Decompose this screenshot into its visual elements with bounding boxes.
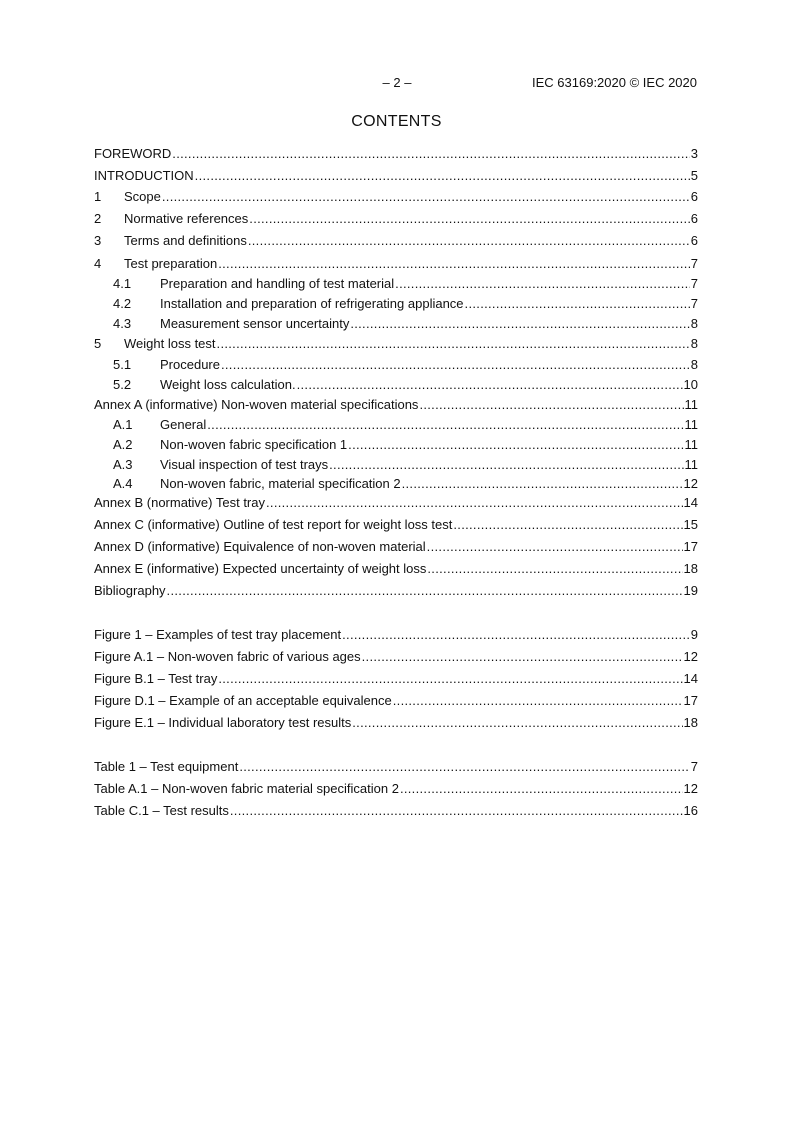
toc-entry-annex-a[interactable] [94, 397, 698, 413]
toc-entry-title: Table C.1 – Test results [94, 803, 229, 818]
toc-page-number: 11 [684, 437, 698, 452]
dot-leader [362, 649, 683, 665]
toc-entry-number: A.2 [113, 437, 133, 452]
toc-entry-title: Terms and definitions [124, 233, 247, 248]
dot-leader [297, 377, 683, 393]
toc-page-number: 5 [690, 168, 698, 183]
dot-leader [266, 495, 683, 511]
dot-leader [167, 583, 683, 599]
toc-page-number: 3 [690, 146, 698, 161]
toc-page-number: 14 [683, 671, 698, 686]
toc-entry-title: Non-woven fabric, material specification 2 [160, 476, 401, 491]
toc-page-number: 6 [690, 233, 698, 248]
toc-table-1[interactable] [94, 759, 698, 775]
toc-entry-annex-e[interactable] [94, 561, 698, 577]
toc-entry-title: FOREWORD [94, 146, 172, 161]
dot-leader [453, 517, 682, 533]
toc-entry-title: Figure B.1 – Test tray [94, 671, 218, 686]
toc-entry-bibliography[interactable] [94, 583, 698, 599]
toc-page-number: 18 [683, 561, 698, 576]
toc-page-number: 7 [690, 296, 698, 311]
toc-entry-number: 1 [94, 189, 102, 204]
toc-entry-title: Figure E.1 – Individual laboratory test results [94, 715, 352, 730]
toc-entry-number: A.1 [113, 417, 133, 432]
dot-leader [248, 233, 690, 249]
toc-entry-introduction[interactable] [94, 168, 698, 184]
toc-figure-e-1[interactable] [94, 715, 698, 731]
toc-entry-annex-d[interactable] [94, 539, 698, 555]
toc-page-number: 8 [690, 357, 698, 372]
toc-page-number: 7 [690, 256, 698, 271]
toc-page-number: 15 [683, 517, 698, 532]
toc-entry-4-3[interactable] [113, 316, 698, 332]
toc-entry-4-2[interactable] [113, 296, 698, 312]
toc-entry-title: Table A.1 – Non-woven fabric material specification 2 [94, 781, 399, 796]
toc-entry-number: 2 [94, 211, 102, 226]
toc-table-c-1[interactable] [94, 803, 698, 819]
dot-leader [218, 256, 690, 272]
toc-entry-number: 4.1 [113, 276, 132, 291]
toc-entry-annex-c[interactable] [94, 517, 698, 533]
toc-figure-a-1[interactable] [94, 649, 698, 665]
dot-leader [352, 715, 682, 731]
toc-entry-number: A.3 [113, 457, 133, 472]
toc-entry-title: Bibliography [94, 583, 166, 598]
toc-entry-title: Procedure [160, 357, 220, 372]
toc-page-number: 17 [683, 693, 698, 708]
toc-page-number: 18 [683, 715, 698, 730]
dot-leader [348, 437, 683, 453]
dot-leader [162, 189, 690, 205]
toc-entry-3[interactable] [94, 233, 698, 249]
toc-entry-4-1[interactable] [113, 276, 698, 292]
toc-page-number: 8 [690, 316, 698, 331]
toc-entry-2[interactable] [94, 211, 698, 227]
toc-entry-title: Annex B (normative) Test tray [94, 495, 265, 510]
toc-page-number: 9 [690, 627, 698, 642]
toc-page-number: 14 [683, 495, 698, 510]
toc-page-number: 19 [683, 583, 698, 598]
toc-page-number: 7 [690, 759, 698, 774]
dot-leader [239, 759, 689, 775]
toc-entry-title: Weight loss calculation. [160, 377, 296, 392]
page-title: CONTENTS [351, 113, 442, 130]
toc-entry-4[interactable] [94, 256, 698, 272]
page-number: – 2 – [382, 75, 412, 90]
toc-table-a-1[interactable] [94, 781, 698, 797]
dot-leader [217, 336, 690, 352]
toc-page-number: 17 [683, 539, 698, 554]
toc-entry-title: Installation and preparation of refrigerating appliance [160, 296, 464, 311]
toc-entry-1[interactable] [94, 189, 698, 205]
toc-entry-title: Annex A (informative) Non-woven material specifications [94, 397, 419, 412]
toc-entry-a-2[interactable] [113, 437, 698, 453]
toc-entry-a-1[interactable] [113, 417, 698, 433]
toc-page-number: 12 [683, 649, 698, 664]
dot-leader [402, 476, 683, 492]
toc-page-number: 10 [683, 377, 698, 392]
dot-leader [393, 693, 683, 709]
toc-entry-a-3[interactable] [113, 457, 698, 473]
dot-leader [427, 539, 683, 555]
dot-leader [419, 397, 683, 413]
toc-entry-title: Measurement sensor uncertainty [160, 316, 350, 331]
toc-entry-foreword[interactable] [94, 146, 698, 162]
toc-entry-title: Weight loss test [124, 336, 216, 351]
toc-page-number: 16 [683, 803, 698, 818]
standard-reference: IEC 63169:2020 © IEC 2020 [532, 75, 697, 90]
toc-entry-title: Table 1 – Test equipment [94, 759, 239, 774]
toc-entry-title: Normative references [124, 211, 249, 226]
toc-entry-title: Annex C (informative) Outline of test report for weight loss test [94, 517, 453, 532]
toc-entry-number: A.4 [113, 476, 133, 491]
toc-page-number: 11 [684, 397, 698, 412]
toc-entry-number: 4.2 [113, 296, 132, 311]
dot-leader [218, 671, 682, 687]
toc-entry-5-1[interactable] [113, 357, 698, 373]
dot-leader [465, 296, 690, 312]
toc-entry-title: Figure D.1 – Example of an acceptable equivalence [94, 693, 392, 708]
toc-entry-title: Non-woven fabric specification 1 [160, 437, 348, 452]
toc-entry-annex-b[interactable] [94, 495, 698, 511]
toc-entry-5[interactable] [94, 336, 698, 352]
toc-entry-title: Scope [124, 189, 161, 204]
dot-leader [342, 627, 690, 643]
dot-leader [195, 168, 690, 184]
dot-leader [400, 781, 683, 797]
dot-leader [172, 146, 689, 162]
toc-entry-title: Annex D (informative) Equivalence of non-woven material [94, 539, 426, 554]
toc-entry-a-4[interactable] [113, 476, 698, 492]
toc-entry-number: 4.3 [113, 316, 132, 331]
toc-page-number: 12 [683, 476, 698, 491]
dot-leader [395, 276, 690, 292]
toc-entry-number: 4 [94, 256, 102, 271]
toc-entry-title: Figure A.1 – Non-woven fabric of various ages [94, 649, 361, 664]
toc-figure-d-1[interactable] [94, 693, 698, 709]
toc-entry-title: Annex E (informative) Expected uncertainty of weight loss [94, 561, 427, 576]
toc-figure-b-1[interactable] [94, 671, 698, 687]
toc-entry-title: Visual inspection of test trays [160, 457, 329, 472]
page-header [0, 75, 793, 93]
toc-entry-number: 5.2 [113, 377, 132, 392]
toc-page-number: 11 [684, 457, 698, 472]
dot-leader [329, 457, 683, 473]
dot-leader [207, 417, 683, 433]
dot-leader [350, 316, 689, 332]
dot-leader [221, 357, 690, 373]
toc-entry-title: Test preparation [124, 256, 218, 271]
dot-leader [427, 561, 682, 577]
dot-leader [249, 211, 689, 227]
toc-page-number: 7 [690, 276, 698, 291]
toc-entry-5-2[interactable] [113, 377, 698, 393]
toc-figure-1[interactable] [94, 627, 698, 643]
toc-entry-title: Preparation and handling of test material [160, 276, 395, 291]
toc-entry-title: INTRODUCTION [94, 168, 194, 183]
toc-page-number: 11 [684, 417, 698, 432]
toc-entry-title: Figure 1 – Examples of test tray placement [94, 627, 342, 642]
toc-page-number: 12 [683, 781, 698, 796]
dot-leader [230, 803, 683, 819]
toc-entry-number: 5 [94, 336, 102, 351]
toc-page-number: 6 [690, 189, 698, 204]
toc-entry-title: General [160, 417, 207, 432]
toc-entry-number: 3 [94, 233, 102, 248]
toc-page-number: 8 [690, 336, 698, 351]
toc-entry-number: 5.1 [113, 357, 132, 372]
toc-page-number: 6 [690, 211, 698, 226]
